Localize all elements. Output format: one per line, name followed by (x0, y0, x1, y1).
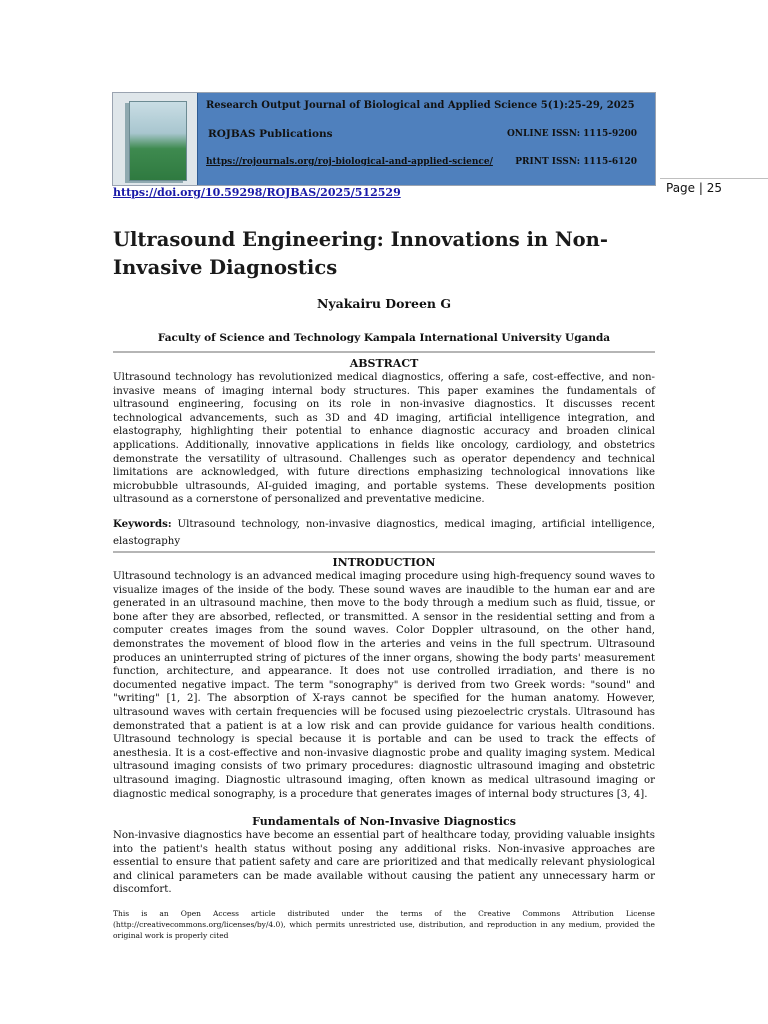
print-issn: PRINT ISSN: 1115-6120 (515, 157, 637, 167)
fundamentals-heading: Fundamentals of Non-Invasive Diagnostics (252, 815, 516, 828)
author-affiliation: Faculty of Science and Technology Kampala International University Uganda (157, 332, 611, 344)
cover-book-graphic (129, 101, 187, 181)
fundamentals-text: Non-invasive diagnostics have become an essential part of healthcare today, providing valuable insights into the patient's health status without posing any additional risks. Non-invasive approaches are essential to ensure that patient safety and care are prioritized and that medically relevant physiological and clinical parameters can be made available without causing the patient any unnecessary harm or discomfort. (113, 830, 655, 896)
paper-title: Ultrasound Engineering: Innovations in Non-Invasive Diagnostics (113, 228, 608, 279)
publisher-name: ROJBAS Publications (208, 128, 333, 140)
divider (113, 551, 655, 553)
abstract-text: Ultrasound technology has revolutionized medical diagnostics, offering a safe, cost-effective, and non-invasive means of imaging internal body structures. This paper examines the fundamentals of ultrasound engineering, focusing on its role in non-invasive diagnostics. It discusses recent technological advancements, such as 3D and 4D imaging, artificial intelligence integration, and elastography, highlighting their potential to enhance diagnostic accuracy and broaden clinical applications. Additionally, innovative applications in fields like oncology, cardiology, and obstetrics demonstrate the versatility of ultrasound. Challenges such as operator dependency and technical limitations are acknowledged, with future directions emphasizing technological innovations like microbubble ultrasounds, AI-guided imaging, and portable systems. These developments position ultrasound as a cornerstone of personalized and preventative medicine. (113, 372, 655, 506)
keywords-label: Keywords: (113, 518, 172, 530)
journal-url-link[interactable]: https://rojournals.org/roj-biological-and-applied-science/ (206, 157, 493, 167)
divider (113, 351, 655, 353)
introduction-text: Ultrasound technology is an advanced medical imaging procedure using high-frequency sound waves to visualize images of the inside of the body. These sound waves are inaudible to the human ear and are generated in an ultrasound machine, then move to the body through a medium such as fluid, tissue, or bone after they are absorbed, reflected, or transmitted. A sensor in the residential setting and from a computer creates images from the sound waves. Color Doppler ultrasound, on the other hand, demonstrates the movement of blood flow in the arteries and veins in the full spectrum. Ultrasound produces an uninterrupted string of pictures of the inner organs, showing the body parts' measurement function, architecture, and appearance. It does not use controlled irradiation, and there is no documented negative impact. The term "sonography" is derived from two Greek words: "sound" and "writing" [1, 2]. The absorption of X-rays cannot be specified for the human anatomy. However, ultrasound waves with certain frequencies will be focused using piezoelectric crystals. Ultrasound has demonstrated that a patient is at a low risk and can provide guidance for various health conditions. Ultrasound technology is special because it is portable and can be used to track the effects of anesthesia. It is a cost-effective and non-invasive diagnostic probe and quality imaging system. Medical ultrasound imaging consists of two primary procedures: diagnostic ultrasound imaging and obstetric ultrasound imaging. Diagnostic ultrasound imaging, often known as medical ultrasound imaging or diagnostic medical sonography, is a procedure that generates images of internal body structures [3, 4]. (113, 571, 655, 800)
journal-name: Research Output Journal of Biological and Applied Science 5(1):25-29, 2025 (206, 100, 635, 111)
online-issn: ONLINE ISSN: 1115-9200 (506, 129, 637, 139)
keywords (113, 516, 655, 550)
journal-cover-image (113, 93, 197, 185)
page-number: Page | 25 (666, 181, 722, 195)
doi-link[interactable]: https://doi.org/10.59298/ROJBAS/2025/512529 (113, 186, 401, 199)
abstract-heading: ABSTRACT (349, 357, 419, 370)
journal-header (112, 92, 656, 186)
journal-info-panel (197, 93, 655, 185)
introduction-heading: INTRODUCTION (332, 556, 436, 569)
page-number-rule (660, 178, 768, 179)
author-name: Nyakairu Doreen G (316, 296, 452, 311)
keywords-text: Ultrasound technology, non-invasive diagnostics, medical imaging, artificial intelligence, elastography (113, 519, 655, 547)
license-footer: This is an Open Access article distributed under the terms of the Creative Commons Attribution License (http://creativecommons.org/licenses/by/4.0), which permits unrestricted use, distribution, and reproduction in any medium, provided the original work is properly cited (113, 909, 655, 940)
